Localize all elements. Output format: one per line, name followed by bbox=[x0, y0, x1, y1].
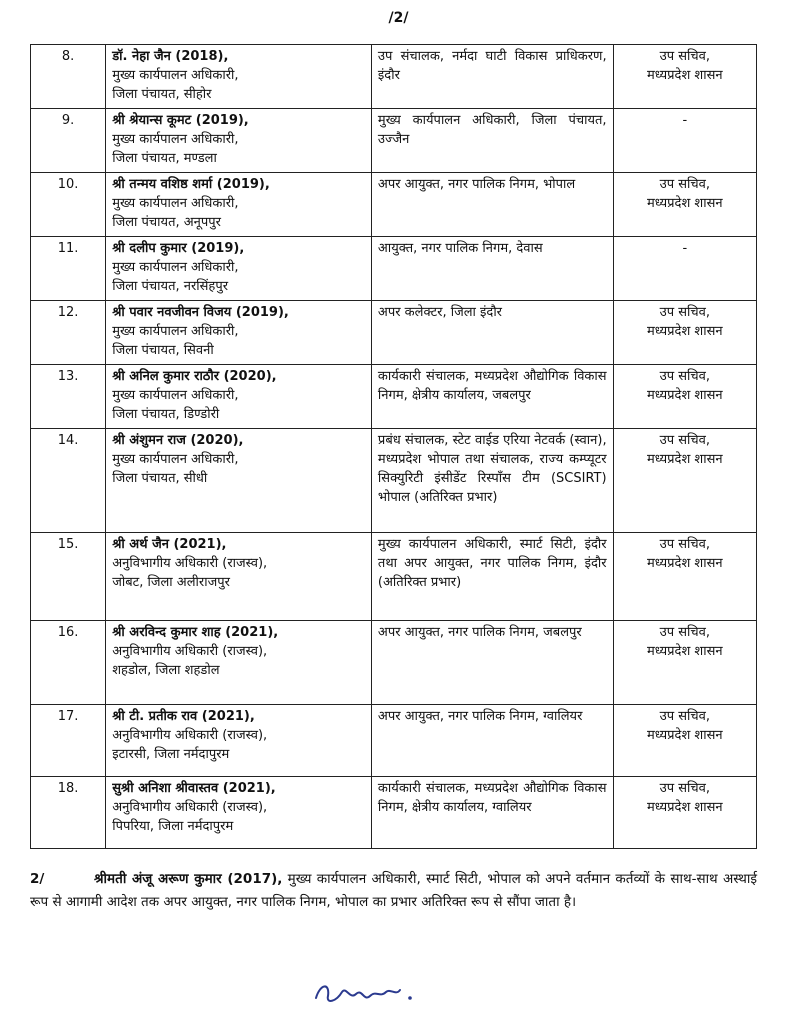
officer-designation: अनुविभागीय अधिकारी (राजस्व), bbox=[112, 800, 268, 815]
table-row bbox=[31, 173, 757, 237]
serial-number-cell: 9. bbox=[31, 109, 106, 173]
table-body bbox=[31, 45, 757, 849]
serial-number-cell: 13. bbox=[31, 365, 106, 429]
table-row bbox=[31, 621, 757, 705]
officer-name: श्री दलीप कुमार (2019), bbox=[112, 241, 245, 256]
signature-stroke bbox=[316, 986, 400, 1000]
page-number: /2/ bbox=[388, 10, 409, 26]
officer-location: पिपरिया, जिला नर्मदापुरम bbox=[112, 819, 234, 834]
new-posting-cell: अपर आयुक्त, नगर पालिक निगम, जबलपुर bbox=[371, 621, 613, 705]
serial-number-cell: 10. bbox=[31, 173, 106, 237]
new-posting-cell: प्रबंध संचालक, स्टेट वाईड एरिया नेटवर्क (स्वान), मध्यप्रदेश भोपाल तथा संचालक, राज्य कम्प्यूटर सिक्युरिटी इंसीडेंट रिस्पाँस टीम (SCSIRT) भोपाल (अतिरिक्त प्रभार) bbox=[371, 429, 613, 533]
table-row bbox=[31, 109, 757, 173]
officer-designation: मुख्य कार्यपालन अधिकारी, bbox=[112, 68, 239, 83]
officer-location: जिला पंचायत, डिण्डोरी bbox=[112, 407, 220, 422]
table-row bbox=[31, 301, 757, 365]
remark-line: - bbox=[682, 241, 688, 256]
remark-cell bbox=[613, 109, 756, 173]
new-posting-cell: कार्यकारी संचालक, मध्यप्रदेश औद्योगिक विकास निगम, क्षेत्रीय कार्यालय, जबलपुर bbox=[371, 365, 613, 429]
remark-cell bbox=[613, 533, 756, 621]
remark-line: मध्यप्रदेश शासन bbox=[646, 388, 723, 403]
officer-cell bbox=[106, 429, 372, 533]
officer-cell bbox=[106, 173, 372, 237]
paragraph-text: मुख्य कार्यपालन अधिकारी, स्मार्ट सिटी, भोपाल को अपने वर्तमान कर्तव्यों के साथ-साथ अस्थाई रूप से आगामी आदेश तक अपर आयुक्त, नगर पालिक निगम, भोपाल का प्रभार अतिरिक्त रूप से सौंपा जाता है। bbox=[30, 871, 758, 910]
officer-cell bbox=[106, 705, 372, 777]
remark-line: उप सचिव, bbox=[659, 625, 710, 640]
officer-designation: अनुविभागीय अधिकारी (राजस्व), bbox=[112, 556, 268, 571]
new-posting-cell: अपर कलेक्टर, जिला इंदौर bbox=[371, 301, 613, 365]
remark-line: उप सचिव, bbox=[659, 49, 710, 64]
officer-designation: मुख्य कार्यपालन अधिकारी, bbox=[112, 260, 239, 275]
serial-number-cell: 8. bbox=[31, 45, 106, 109]
officer-location: इटारसी, जिला नर्मदापुरम bbox=[112, 747, 230, 762]
paragraph-number: 2/ bbox=[30, 871, 45, 887]
remark-line: मध्यप्रदेश शासन bbox=[646, 644, 723, 659]
table-row bbox=[31, 533, 757, 621]
remark-line: उप सचिव, bbox=[659, 177, 710, 192]
remark-cell bbox=[613, 301, 756, 365]
table-row bbox=[31, 429, 757, 533]
officer-location: जिला पंचायत, अनूपपुर bbox=[112, 215, 221, 230]
remark-line: मध्यप्रदेश शासन bbox=[646, 196, 723, 211]
remark-line: उप सचिव, bbox=[659, 781, 710, 796]
new-posting-cell: आयुक्त, नगर पालिक निगम, देवास bbox=[371, 237, 613, 301]
new-posting-cell: अपर आयुक्त, नगर पालिक निगम, भोपाल bbox=[371, 173, 613, 237]
remark-cell bbox=[613, 365, 756, 429]
table-row bbox=[31, 705, 757, 777]
officer-name: श्री अनिल कुमार राठौर (2020), bbox=[112, 369, 277, 384]
new-posting-cell: अपर आयुक्त, नगर पालिक निगम, ग्वालियर bbox=[371, 705, 613, 777]
remark-line: मध्यप्रदेश शासन bbox=[646, 452, 723, 467]
officer-cell bbox=[106, 109, 372, 173]
officer-designation: मुख्य कार्यपालन अधिकारी, bbox=[112, 196, 239, 211]
remark-line: उप सचिव, bbox=[659, 433, 710, 448]
officer-name: श्री पवार नवजीवन विजय (2019), bbox=[112, 305, 289, 320]
remark-cell bbox=[613, 777, 756, 849]
new-posting-cell: मुख्य कार्यपालन अधिकारी, स्मार्ट सिटी, इंदौर तथा अपर आयुक्त, नगर पालिक निगम, इंदौर (अतिरिक्त प्रभार) bbox=[371, 533, 613, 621]
officer-name: श्री अरविन्द कुमार शाह (2021), bbox=[112, 625, 279, 640]
table-row bbox=[31, 365, 757, 429]
officer-cell bbox=[106, 621, 372, 705]
remark-line: मध्यप्रदेश शासन bbox=[646, 556, 723, 571]
officer-cell bbox=[106, 777, 372, 849]
officer-location: जिला पंचायत, सीधी bbox=[112, 471, 208, 486]
serial-number-cell: 18. bbox=[31, 777, 106, 849]
serial-number-cell: 17. bbox=[31, 705, 106, 777]
signature-dot bbox=[408, 996, 412, 1000]
remark-cell bbox=[613, 45, 756, 109]
remark-line: मध्यप्रदेश शासन bbox=[646, 728, 723, 743]
remark-cell bbox=[613, 429, 756, 533]
signature bbox=[310, 972, 420, 1012]
remark-line: - bbox=[682, 113, 688, 128]
officer-name: श्री तन्मय वशिष्ठ शर्मा (2019), bbox=[112, 177, 270, 192]
remark-cell bbox=[613, 705, 756, 777]
officer-location: जिला पंचायत, सीहोर bbox=[112, 87, 212, 102]
remark-line: उप सचिव, bbox=[659, 537, 710, 552]
officer-name: श्री अंशुमन राज (2020), bbox=[112, 433, 244, 448]
officer-cell bbox=[106, 45, 372, 109]
officer-name: श्री अर्थ जैन (2021), bbox=[112, 537, 227, 552]
paragraph-officer-name: श्रीमती अंजू अरूण कुमार (2017), bbox=[94, 871, 283, 887]
officer-cell bbox=[106, 237, 372, 301]
serial-number-cell: 12. bbox=[31, 301, 106, 365]
remark-line: उप सचिव, bbox=[659, 709, 710, 724]
remark-line: मध्यप्रदेश शासन bbox=[646, 68, 723, 83]
serial-number-cell: 16. bbox=[31, 621, 106, 705]
officer-location: शहडोल, जिला शहडोल bbox=[112, 663, 220, 678]
officer-cell bbox=[106, 365, 372, 429]
officer-name: डॉ. नेहा जैन (2018), bbox=[112, 49, 229, 64]
officer-cell bbox=[106, 301, 372, 365]
serial-number-cell: 14. bbox=[31, 429, 106, 533]
officer-designation: अनुविभागीय अधिकारी (राजस्व), bbox=[112, 644, 268, 659]
officer-name: सुश्री अनिशा श्रीवास्तव (2021), bbox=[112, 781, 276, 796]
table-row bbox=[31, 777, 757, 849]
officer-name: श्री टी. प्रतीक राव (2021), bbox=[112, 709, 255, 724]
new-posting-cell: मुख्य कार्यपालन अधिकारी, जिला पंचायत, उज्जैन bbox=[371, 109, 613, 173]
remark-line: उप सचिव, bbox=[659, 369, 710, 384]
order-paragraph bbox=[30, 868, 757, 914]
officer-location: जिला पंचायत, नरसिंहपुर bbox=[112, 279, 229, 294]
officer-designation: मुख्य कार्यपालन अधिकारी, bbox=[112, 452, 239, 467]
officer-designation: अनुविभागीय अधिकारी (राजस्व), bbox=[112, 728, 268, 743]
table-row bbox=[31, 237, 757, 301]
serial-number-cell: 11. bbox=[31, 237, 106, 301]
remark-line: मध्यप्रदेश शासन bbox=[646, 800, 723, 815]
officer-cell bbox=[106, 533, 372, 621]
transfer-order-table bbox=[30, 44, 757, 849]
table-row bbox=[31, 45, 757, 109]
new-posting-cell: उप संचालक, नर्मदा घाटी विकास प्राधिकरण, इंदौर bbox=[371, 45, 613, 109]
remark-cell bbox=[613, 621, 756, 705]
officer-location: जिला पंचायत, मण्डला bbox=[112, 151, 217, 166]
officer-location: जोबट, जिला अलीराजपुर bbox=[112, 575, 230, 590]
new-posting-cell: कार्यकारी संचालक, मध्यप्रदेश औद्योगिक विकास निगम, क्षेत्रीय कार्यालय, ग्वालियर bbox=[371, 777, 613, 849]
officer-location: जिला पंचायत, सिवनी bbox=[112, 343, 214, 358]
remark-cell bbox=[613, 173, 756, 237]
officer-designation: मुख्य कार्यपालन अधिकारी, bbox=[112, 132, 239, 147]
serial-number-cell: 15. bbox=[31, 533, 106, 621]
officer-designation: मुख्य कार्यपालन अधिकारी, bbox=[112, 324, 239, 339]
remark-cell bbox=[613, 237, 756, 301]
officer-name: श्री श्रेयान्स कूमट (2019), bbox=[112, 113, 249, 128]
remark-line: उप सचिव, bbox=[659, 305, 710, 320]
remark-line: मध्यप्रदेश शासन bbox=[646, 324, 723, 339]
officer-designation: मुख्य कार्यपालन अधिकारी, bbox=[112, 388, 239, 403]
